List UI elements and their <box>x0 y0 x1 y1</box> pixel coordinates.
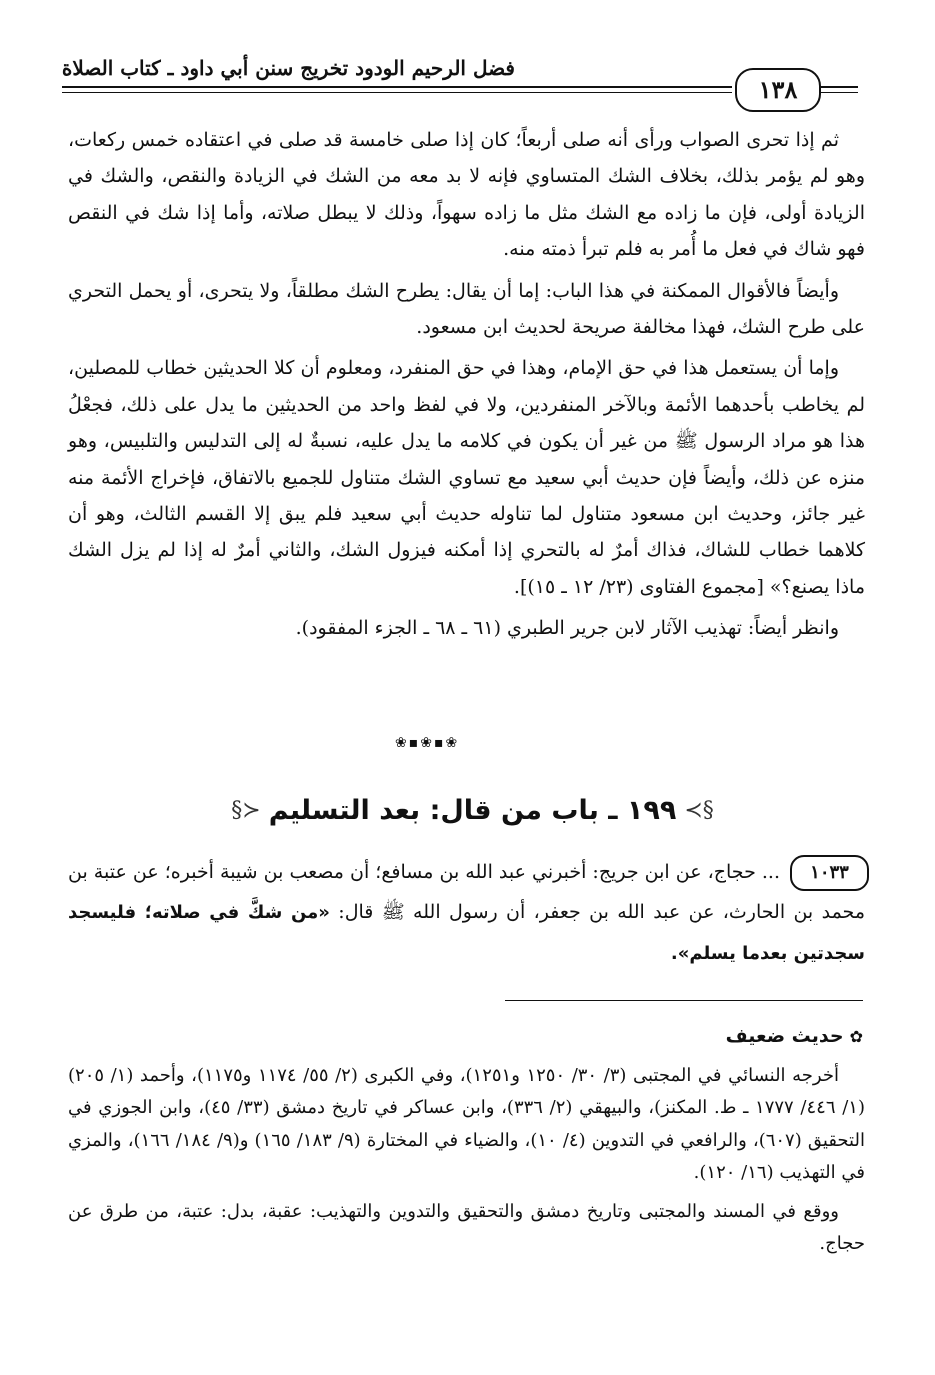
header-rule <box>62 86 732 88</box>
note-paragraph: ووقع في المسند والمجتبى وتاريخ دمشق والتحقيق والتدوين والتهذيب: عقبة، بدل: عتبة، من طرق عن حجاج. <box>68 1200 865 1255</box>
note-paragraph: أخرجه النسائي في المجتبى (٣/ ٣٠/ ١٢٥٠ و١٢٥١)، وفي الكبرى (٢/ ٥٥/ ١١٧٤ و١١٧٥)، وأحمد (١/ ٢٠٥) (١/ ٤٤٦/ ١٧٧٧ ـ ط. المكنز)، والبيهقي (٢/ ٣٣٦)، وابن عساكر في تاريخ دمشق (٣٣/ ٤٥)، وابن الجوزي في التحقيق (٦٠٧)، والرافعي في التدوين (٤/ ١٠)، والضياء في المختارة (٩/ ١٨٣/ ١٦٥) و(٩/ ١٨٤/ ١٦٦)، والمزي في التهذيب (١٦/ ١٢٠). <box>68 1065 865 1184</box>
body-paragraph: وأيضاً فالأقوال الممكنة في هذا الباب: إما أن يقال: يطرح الشك مطلقاً، ولا يتحرى، أو يحمل التحري على طرح الشك، فهذا مخالفة صريحة لحديث ابن مسعود. <box>68 279 865 339</box>
flourish-right-ornament: §≻ <box>684 797 714 823</box>
main-text <box>68 122 865 652</box>
body-paragraph: وإما أن يستعمل هذا في حق الإمام، وهذا في حق المنفرد، ومعلوم أن كلا الحديثين خطاب للمصلين، لم يخاطب بأحدهما الأئمة وبالآخر المنفردين، ولا في لفظ واحد من الحديثين ما يدل على ذلك، فجعْلُ هذا هو مراد الرسول ﷺ من غير أن يكون في كلامه ما يدل عليه، نسبةٌ له إلى التدليس والتلبيس، وهو منزه عن ذلك، وأيضاً فإن حديث أبي سعيد مع تساوي الشك متناول للجميع بالاتفاق، فإخراج الأئمة منه غير جائز، وحديث ابن مسعود متناول لما تناوله حديث أبي سعيد فلم يبق إلا القسم الثالث، وهو أن كلاهما خطاب للشاك، فذاك أمرٌ له بالتحري إذا أمكنه فيزول الشك، والثاني أمرٌ له إذا لم يزل الشك ماذا يصنع؟» [مجموع الفتاوى (٢٣/ ١٢ ـ ١٥)]. <box>68 357 865 598</box>
hadith-grade <box>726 1025 863 1047</box>
chapter-heading <box>190 788 755 832</box>
running-header-title: فضل الرحيم الودود تخريج سنن أبي داود ـ كتاب الصلاة <box>61 56 515 80</box>
flower-icon: ✿ <box>849 1027 863 1046</box>
body-paragraph: وانظر أيضاً: تهذيب الآثار لابن جرير الطبري (٦١ ـ ٦٨ ـ الجزء المفقود). <box>295 617 839 640</box>
section-divider-ornament: ❀▪❀▪❀ <box>395 735 460 751</box>
flourish-left-ornament: ≺§ <box>231 797 261 823</box>
header-rule <box>818 92 858 93</box>
page-number: ١٣٨ <box>735 68 821 112</box>
chapter-title: ١٩٩ ـ باب من قال: بعد التسليم <box>268 794 677 826</box>
takhrij-notes <box>68 1060 865 1266</box>
hadith-text <box>68 852 865 974</box>
hadith-matn: «من شكَّ في صلاته؛ فليسجد سجدتين بعدما يسلم». <box>68 902 865 964</box>
hadith-isnad: ... حجاج، عن ابن جريج: أخبرني عبد الله بن مسافع؛ أن مصعب بن شيبة أخبره؛ عن عتبة بن محمد بن الحارث، عن عبد الله بن جعفر، أن رسول الله ﷺ قال: <box>68 861 865 923</box>
footnote-separator <box>505 1000 863 1001</box>
body-paragraph: ثم إذا تحرى الصواب ورأى أنه صلى أربعاً؛ كان إذا صلى خامسة قد صلى في اعتقاده خمس ركعات، وهو لم يؤمر بذلك، بخلاف الشك المتساوي فإنه لا بد معه من الشك في الزيادة والنقص، والشك في الزيادة أولى، فإن ما زاده مع الشك مثل ما زاده سهواً، وذلك لا يبطل صلاته، وأما إذا شك في النقص فهو شاك في فعل ما أُمر به فلم تبرأ ذمته منه. <box>68 129 865 261</box>
header-rule <box>62 92 732 93</box>
header-rule <box>818 86 858 88</box>
hadith-number: ١٠٣٣ <box>790 855 869 891</box>
grade-label: حديث ضعيف <box>725 1025 844 1047</box>
